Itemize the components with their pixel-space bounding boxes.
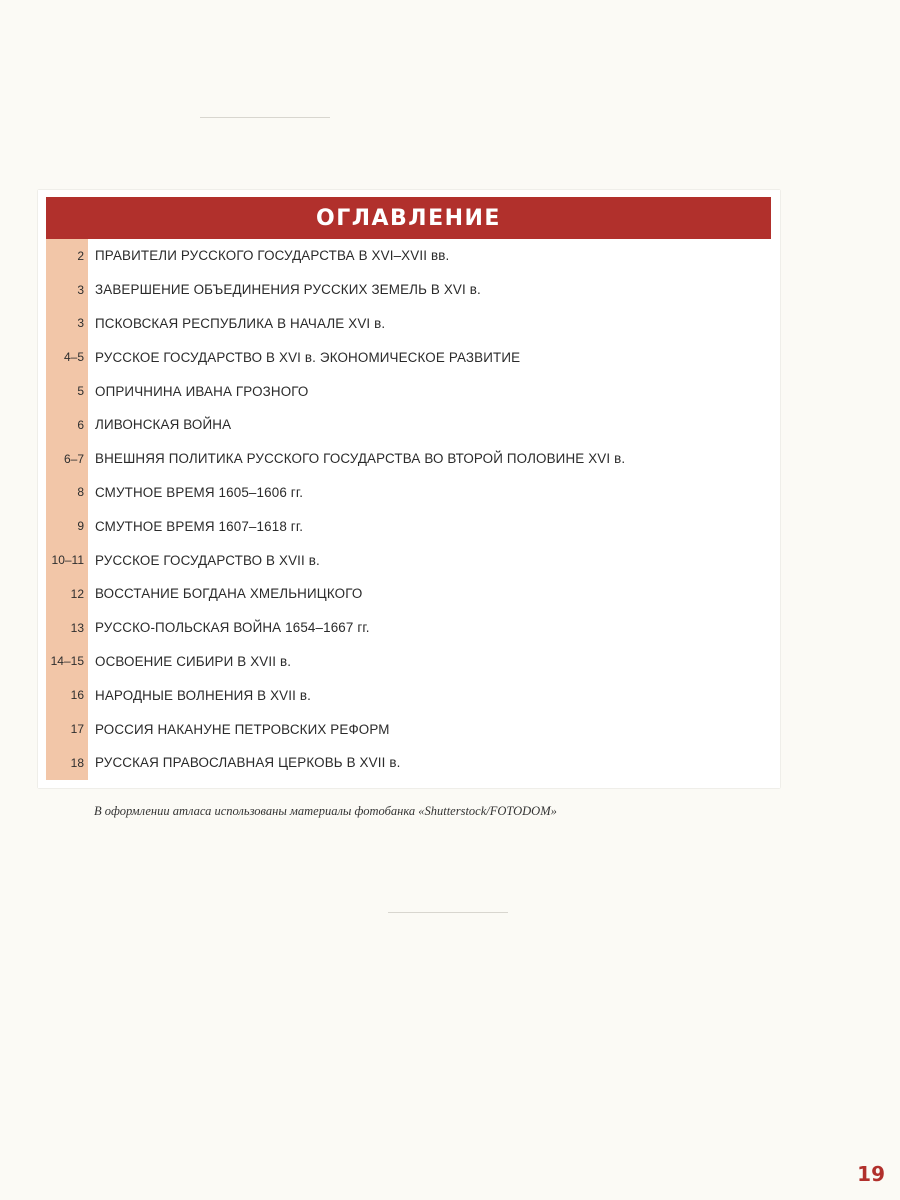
toc-entry-title: НАРОДНЫЕ ВОЛНЕНИЯ В XVII в.	[95, 687, 311, 703]
toc-entry-page: 3	[46, 307, 89, 341]
toc-entry-page: 3	[46, 273, 89, 307]
toc-entry-page: 12	[46, 577, 89, 611]
decorative-rule-top	[200, 117, 330, 118]
toc-entry-title: ЗАВЕРШЕНИЕ ОБЪЕДИНЕНИЯ РУССКИХ ЗЕМЕЛЬ В XVI в.	[95, 282, 481, 298]
toc-entry-page: 18	[46, 746, 89, 780]
toc-entry[interactable]	[46, 746, 771, 780]
decorative-rule-bottom	[388, 912, 508, 913]
photo-credit: В оформлении атласа использованы материалы фотобанка «Shutterstock/FOTODOM»	[94, 804, 557, 818]
toc-entry[interactable]	[46, 408, 771, 442]
toc-entry-title: ПСКОВСКАЯ РЕСПУБЛИКА В НАЧАЛЕ XVI в.	[95, 315, 386, 331]
toc-entry-page: 14–15	[46, 645, 89, 679]
toc-entry[interactable]	[46, 340, 771, 374]
toc-entry-page: 6–7	[46, 442, 89, 476]
toc-entry-page: 17	[46, 712, 89, 746]
toc-entry[interactable]	[46, 645, 771, 679]
toc-entry-title: РУССКО-ПОЛЬСКАЯ ВОЙНА 1654–1667 гг.	[95, 620, 370, 636]
toc-entry-page: 6	[46, 408, 89, 442]
toc-entry-title: СМУТНОЕ ВРЕМЯ 1605–1606 гг.	[95, 484, 304, 500]
toc-entry-page: 16	[46, 678, 89, 712]
toc-heading: ОГЛАВЛЕНИЕ	[46, 197, 771, 239]
toc-entry-page: 10–11	[46, 543, 89, 577]
toc-entry[interactable]	[46, 577, 771, 611]
toc-entry-title: ВНЕШНЯЯ ПОЛИТИКА РУССКОГО ГОСУДАРСТВА ВО ВТОРОЙ ПОЛОВИНЕ XVI в.	[95, 451, 626, 467]
toc-entry[interactable]	[46, 543, 771, 577]
toc-entry-page: 4–5	[46, 340, 89, 374]
toc-entry-page: 5	[46, 374, 89, 408]
toc-entry-title: РУССКОЕ ГОСУДАРСТВО В XVII в.	[95, 552, 320, 568]
toc-entry-title: РУССКАЯ ПРАВОСЛАВНАЯ ЦЕРКОВЬ В XVII в.	[95, 755, 401, 771]
toc-entry[interactable]	[46, 476, 771, 510]
toc-entry[interactable]	[46, 273, 771, 307]
toc-entry-title: ОСВОЕНИЕ СИБИРИ В XVII в.	[95, 653, 292, 669]
toc-entry-page: 9	[46, 509, 89, 543]
toc-entry-title: РОССИЯ НАКАНУНЕ ПЕТРОВСКИХ РЕФОРМ	[95, 721, 390, 737]
toc-entry[interactable]	[46, 712, 771, 746]
toc-entry-page: 13	[46, 611, 89, 645]
toc-entry[interactable]	[46, 307, 771, 341]
toc-entry-title: ОПРИЧНИНА ИВАНА ГРОЗНОГО	[95, 383, 309, 399]
toc-entry-title: СМУТНОЕ ВРЕМЯ 1607–1618 гг.	[95, 518, 304, 534]
table-of-contents	[38, 190, 780, 788]
toc-list	[46, 239, 771, 780]
toc-entry[interactable]	[46, 442, 771, 476]
toc-entry-page: 8	[46, 476, 89, 510]
toc-entry-title: ВОССТАНИЕ БОГДАНА ХМЕЛЬНИЦКОГО	[95, 586, 363, 602]
toc-entry[interactable]	[46, 611, 771, 645]
toc-entry-title: ПРАВИТЕЛИ РУССКОГО ГОСУДАРСТВА В XVI–XVII вв.	[95, 248, 450, 264]
toc-entry-title: ЛИВОНСКАЯ ВОЙНА	[95, 417, 232, 433]
toc-entry[interactable]	[46, 678, 771, 712]
toc-entry-title: РУССКОЕ ГОСУДАРСТВО В XVI в. ЭКОНОМИЧЕСКОЕ РАЗВИТИЕ	[95, 349, 521, 365]
toc-entry[interactable]	[46, 509, 771, 543]
toc-entry[interactable]	[46, 374, 771, 408]
page-number: 19	[857, 1162, 885, 1186]
toc-entry-page: 2	[46, 239, 89, 273]
toc-entry[interactable]	[46, 239, 771, 273]
